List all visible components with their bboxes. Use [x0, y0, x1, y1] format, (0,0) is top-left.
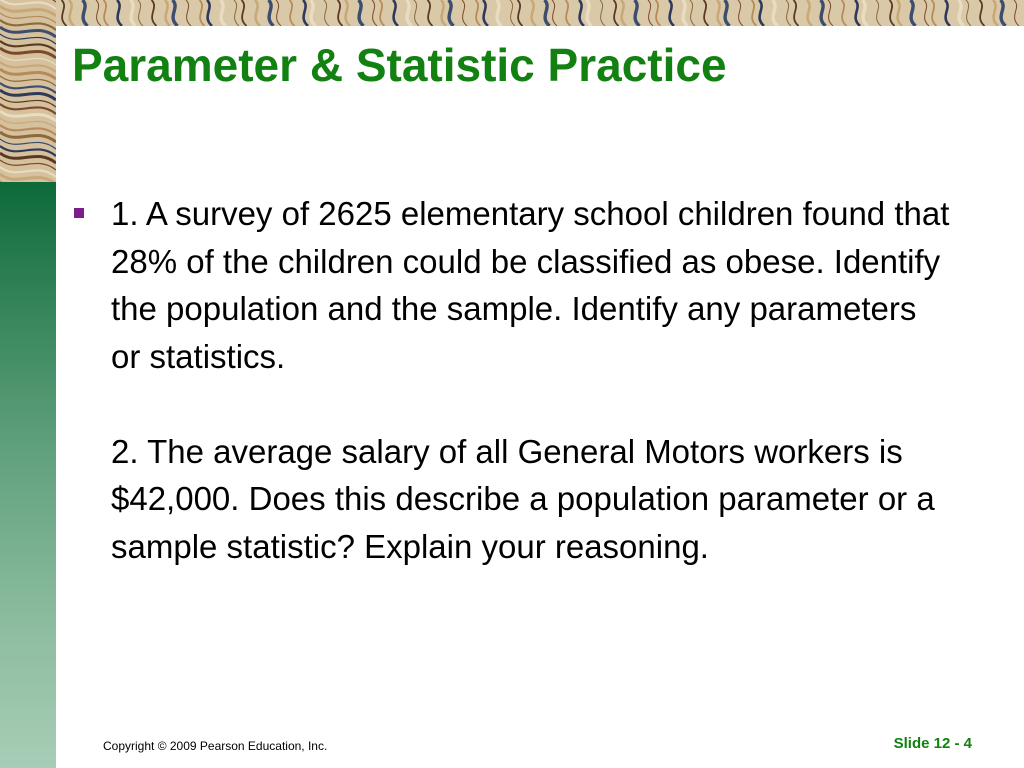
marble-top-decoration	[0, 0, 1024, 26]
question-1: 1. A survey of 2625 elementary school children found that 28% of the children could be classified as obese. Identify the population and the sample. Identify any parameters or statistics.	[111, 195, 950, 375]
slide-title: Parameter & Statistic Practice	[72, 39, 727, 91]
paragraph-gap	[74, 380, 954, 428]
marble-corner-decoration	[0, 0, 56, 182]
slide-number: Slide 12 - 4	[893, 735, 972, 752]
square-bullet-icon	[74, 208, 84, 218]
copyright-notice: Copyright © 2009 Pearson Education, Inc.	[103, 739, 328, 753]
slide-body	[74, 190, 954, 570]
side-color-strip	[0, 182, 56, 768]
question-2: 2. The average salary of all General Motors workers is $42,000. Does this describe a population parameter or a sample statistic? Explain your reasoning.	[111, 432, 935, 565]
